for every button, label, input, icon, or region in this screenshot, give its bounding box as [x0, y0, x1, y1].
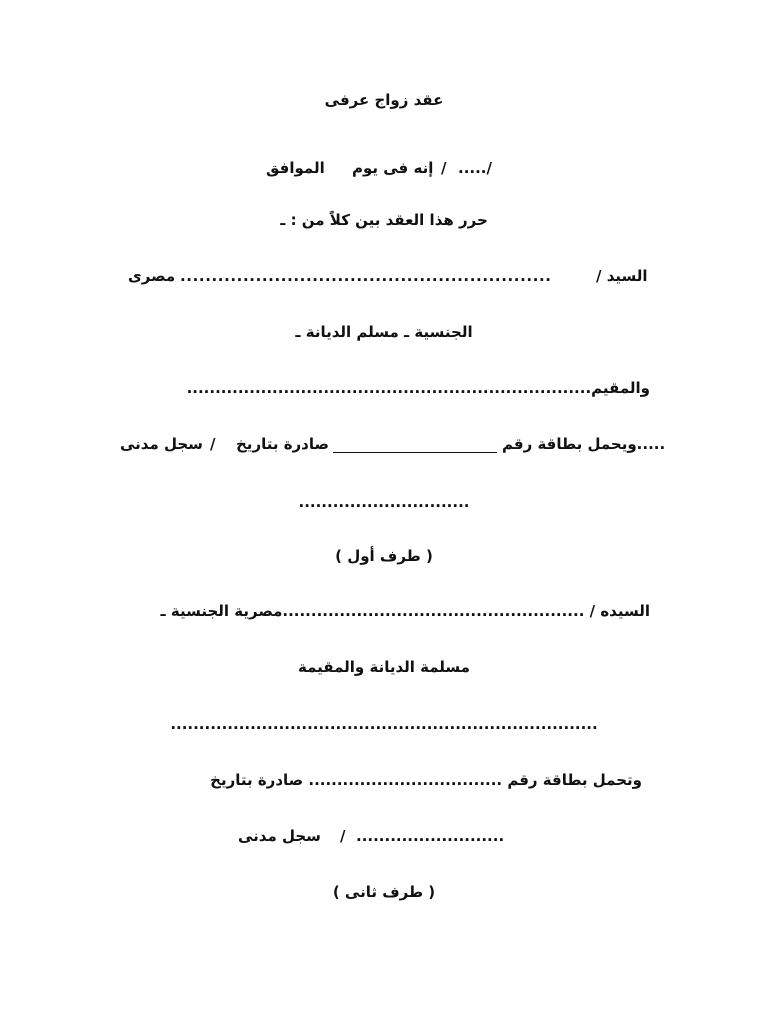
party2-name-line: السيده / .....................................................مصرية الجنسية ـ	[160, 602, 650, 620]
party1-card-label: .....ويحمل بطاقة رقم	[502, 435, 666, 453]
party2-residence-dots: ...........................................................................	[170, 715, 598, 733]
party1-registry-dots: ..............................	[298, 493, 470, 511]
party1-name-field: ...........................................................	[180, 267, 552, 285]
party1-issued-label: صادرة بتاريخ	[236, 435, 330, 453]
party2-slash: /	[340, 827, 346, 845]
party2-registry: سجل مدنى	[238, 827, 321, 845]
date-slash: /	[441, 159, 447, 177]
party1-card-number-field	[333, 434, 497, 453]
date-prefix: إنه فى يوم	[352, 159, 434, 177]
party1-label: ( طرف أول )	[335, 547, 433, 565]
date-dots: ...../	[458, 159, 492, 177]
party1-name-label: السيد /	[596, 267, 648, 285]
party2-card-line: وتحمل بطاقة رقم .................................. صادرة بتاريخ	[210, 771, 642, 789]
document-title: عقد زواج عرفى	[324, 91, 444, 109]
party1-nationality-religion: الجنسية ـ مسلم الديانة ـ	[295, 323, 473, 341]
party2-registry-dots: ..........................	[356, 827, 505, 845]
party1-nationality: مصرى	[128, 267, 176, 285]
party1-residence: والمقيم.......................................................................	[186, 379, 650, 397]
party2-label: ( طرف ثانى )	[332, 883, 436, 901]
party1-slash: /	[210, 435, 216, 453]
contract-intro: حرر هذا العقد بين كلاً من : ـ	[280, 211, 488, 229]
date-suffix: الموافق	[266, 159, 325, 177]
party2-religion-residence: مسلمة الديانة والمقيمة	[298, 658, 470, 676]
party1-registry: سجل مدنى	[120, 435, 203, 453]
